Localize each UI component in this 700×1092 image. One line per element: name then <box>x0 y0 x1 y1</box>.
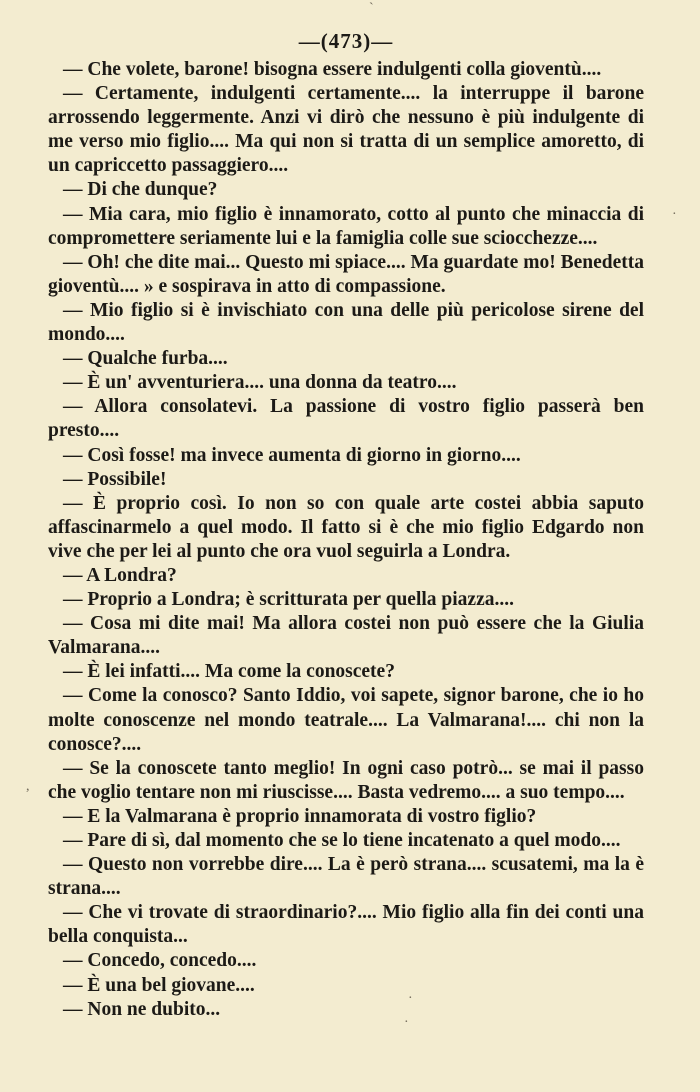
paragraph: — È un' avventuriera.... una donna da teatro.... <box>63 372 457 394</box>
paragraph: — È una bel giovane.... <box>63 974 255 996</box>
paper-speck: ˋ <box>369 1 374 16</box>
paragraph: — Proprio a Londra; è scritturata per quella piazza.... <box>63 589 514 611</box>
paper-speck: · <box>408 991 413 1006</box>
paper-speck: · <box>672 207 677 222</box>
paragraph: — Possibile! <box>63 468 167 490</box>
paper-speck: · <box>404 1015 409 1030</box>
paragraph: — Oh! che dite mai... Questo mi spiace.... Ma guardate mo! Benedetta gioventù.... » e sospirava in atto di compassione. <box>48 251 644 297</box>
paragraph: — Qualche furba.... <box>63 348 228 370</box>
paragraph: — Certamente, indulgenti certamente.... la interruppe il barone arrossendo leggermente. Anzi vi dirò che nessuno è più indulgente di me verso mio figlio.... Ma qui non si tratta di un semplice amoretto, di un capriccetto passaggiero.... <box>48 83 644 177</box>
paragraph: — Che volete, barone! bisogna essere indulgenti colla gioventù.... <box>63 59 602 80</box>
paragraph: — Mia cara, mio figlio è innamorato, cotto al punto che minaccia di compromettere seriamente lui e la famiglia colle sue sciocchezze.... <box>48 203 644 249</box>
page-number: —(473)— <box>298 29 394 53</box>
paragraph: — Allora consolatevi. La passione di vostro figlio passerà ben presto.... <box>48 396 644 442</box>
paragraph: — Come la conosco? Santo Iddio, voi sapete, signor barone, che io ho molte conoscenze nel mondo teatrale.... La Valmarana!.... chi non la conosce?.... <box>48 685 644 755</box>
paragraph: — Di che dunque? <box>63 179 218 201</box>
paragraph: — Che vi trovate di straordinario?.... Mio figlio alla fin dei conti una bella conquista... <box>48 902 644 948</box>
paragraph: — Mio figlio si è invischiato con una delle più pericolose sirene del mondo.... <box>48 299 644 346</box>
paragraph: — Non ne dubito... <box>63 998 221 1020</box>
paragraph: — E la Valmarana è proprio innamorata di vostro figlio? <box>63 805 537 827</box>
paragraph: — Cosa mi dite mai! Ma allora costei non può essere che la Giulia Valmarana.... <box>48 613 644 659</box>
paragraph: — A Londra? <box>63 564 177 586</box>
paragraph: — Questo non vorrebbe dire.... La è però strana.... scusatemi, ma la è strana.... <box>48 854 644 900</box>
paragraph: — Pare di sì, dal momento che se lo tiene incatenato a quel modo.... <box>63 830 621 851</box>
paragraph: — Concedo, concedo.... <box>63 950 257 972</box>
paragraph: — Così fosse! ma invece aumenta di giorno in giorno.... <box>63 444 521 466</box>
paper-speck: , <box>26 779 30 794</box>
paragraph: — È proprio così. Io non so con quale arte costei abbia saputo affascinarmelo a quel modo. Il fatto si è che mio figlio Edgardo non vive che per lei al punto che ora vuol seguirla a Londra. <box>48 492 644 562</box>
paragraph: — Se la conoscete tanto meglio! In ogni caso potrò... se mai il passo che voglio tentare non mi riuscisse.... Basta vedremo.... a suo tempo.... <box>48 757 644 803</box>
paragraph: — È lei infatti.... Ma come la conoscete? <box>63 661 395 683</box>
body-text <box>48 58 644 1022</box>
